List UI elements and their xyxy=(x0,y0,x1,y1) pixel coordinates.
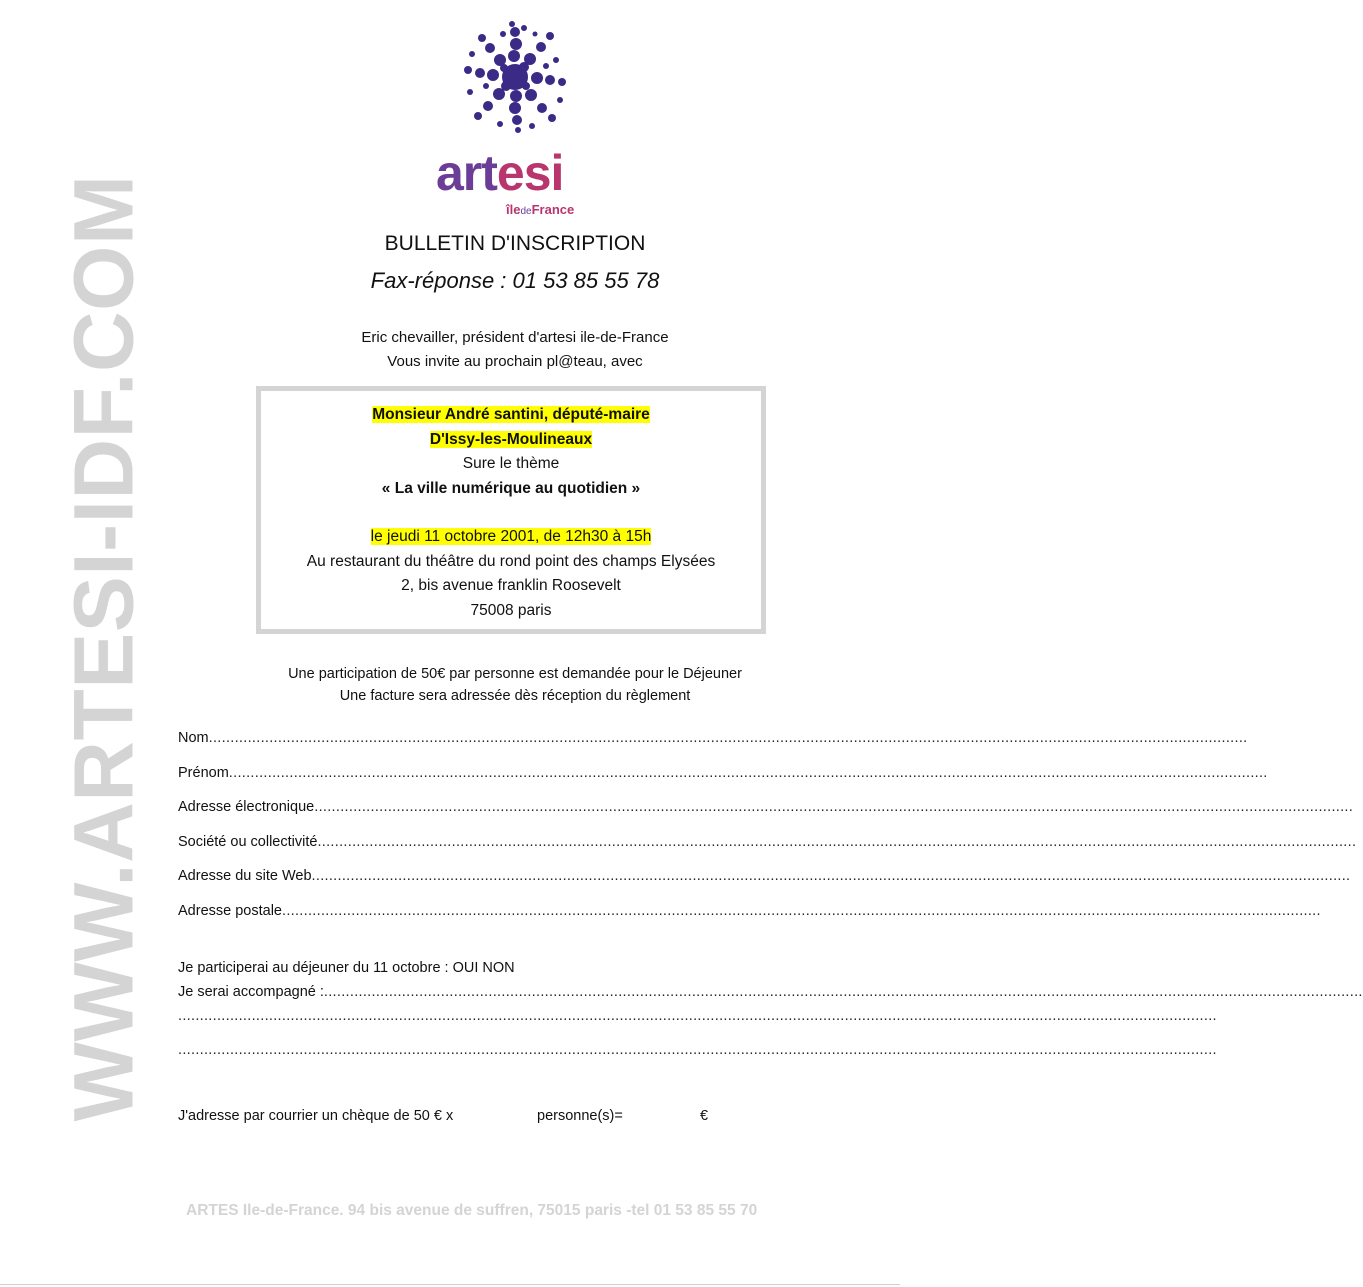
companion-fill-line[interactable] xyxy=(178,1008,1217,1024)
companion-fill-line[interactable] xyxy=(178,1042,1217,1058)
attendance-question: Je participerai au déjeuner du 11 octobre : OUI NON xyxy=(178,960,515,976)
companion-label: Je serai accompagné : xyxy=(178,984,324,1000)
field-nom[interactable] xyxy=(178,730,830,765)
registration-fields xyxy=(178,730,830,938)
theme-intro: Sure le thème xyxy=(462,455,560,472)
page-bottom-divider xyxy=(0,1284,900,1285)
footer-address: ARTES Ile-de-France. 94 bis avenue de suffren, 75015 paris -tel 01 53 85 55 70 xyxy=(186,1202,758,1219)
companion-row[interactable] xyxy=(178,984,830,1008)
event-city: 75008 paris xyxy=(470,601,552,619)
event-details-box xyxy=(256,386,766,634)
field-postal-address[interactable] xyxy=(178,903,830,938)
website-watermark xyxy=(56,110,151,1185)
field-label: Adresse électronique xyxy=(178,799,315,816)
logo-wordmark xyxy=(436,145,564,201)
logo-sub-part3: France xyxy=(531,202,575,217)
field-fill-line[interactable] xyxy=(312,868,1351,884)
cheque-persons-label: personne(s)= xyxy=(537,1108,623,1124)
fax-number: Fax-réponse : 01 53 85 55 78 xyxy=(370,268,660,293)
field-fill-line[interactable] xyxy=(282,903,1321,919)
logo-subtitle xyxy=(506,202,574,217)
field-email[interactable] xyxy=(178,799,830,834)
logo-word-part1: art xyxy=(436,145,497,201)
artesi-logo xyxy=(430,20,600,217)
field-label: Nom xyxy=(178,730,209,746)
invitation-text xyxy=(150,326,880,374)
companion-row[interactable] xyxy=(178,1042,830,1076)
field-label: Prénom xyxy=(178,764,229,781)
field-fill-line[interactable] xyxy=(209,730,1248,746)
companion-row[interactable] xyxy=(178,1008,830,1042)
field-label: Adresse postale xyxy=(178,902,282,919)
field-website[interactable] xyxy=(178,868,830,903)
cheque-euro-sign: € xyxy=(700,1108,709,1124)
participation-note xyxy=(150,663,880,707)
watermark-text: WWW.ARTESI-IDF.COM xyxy=(56,174,151,1121)
event-date: le jeudi 11 octobre 2001, de 12h30 à 15h xyxy=(370,528,652,545)
invite-line-1: Eric chevailler, président d'artesi ile-de-France xyxy=(361,329,669,346)
field-prenom[interactable] xyxy=(178,765,830,800)
form-title: BULLETIN D'INSCRIPTION xyxy=(384,232,646,255)
field-fill-line[interactable] xyxy=(314,799,1353,815)
field-fill-line[interactable] xyxy=(229,765,1268,781)
participation-line-2: Une facture sera adressée dès réception du règlement xyxy=(339,688,691,704)
event-theme: « La ville numérique au quotidien » xyxy=(381,479,641,497)
logo-word-part2: esi xyxy=(496,145,564,201)
invite-line-2: Vous invite au prochain pl@teau, avec xyxy=(387,353,643,370)
event-address: 2, bis avenue franklin Roosevelt xyxy=(401,577,621,594)
event-venue: Au restaurant du théâtre du rond point des champs Elysées xyxy=(306,552,716,570)
attendance-section xyxy=(178,960,830,1076)
field-label: Société ou collectivité xyxy=(178,833,318,850)
logo-sub-part1: île xyxy=(506,202,521,217)
participation-line-1: Une participation de 50€ par personne est demandée pour le Déjeuner xyxy=(288,666,742,682)
logo-star-icon xyxy=(460,20,570,135)
speaker-city: D'Issy-les-Moulineaux xyxy=(429,430,593,448)
field-company[interactable] xyxy=(178,834,830,869)
companion-fill-line[interactable] xyxy=(324,984,1363,1000)
logo-sub-part2: de xyxy=(520,206,532,217)
cheque-text: J'adresse par courrier un chèque de 50 € x xyxy=(178,1108,454,1124)
field-fill-line[interactable] xyxy=(317,834,1356,850)
field-label: Adresse du site Web xyxy=(178,868,312,885)
speaker-name: Monsieur André santini, député-maire xyxy=(372,406,650,423)
